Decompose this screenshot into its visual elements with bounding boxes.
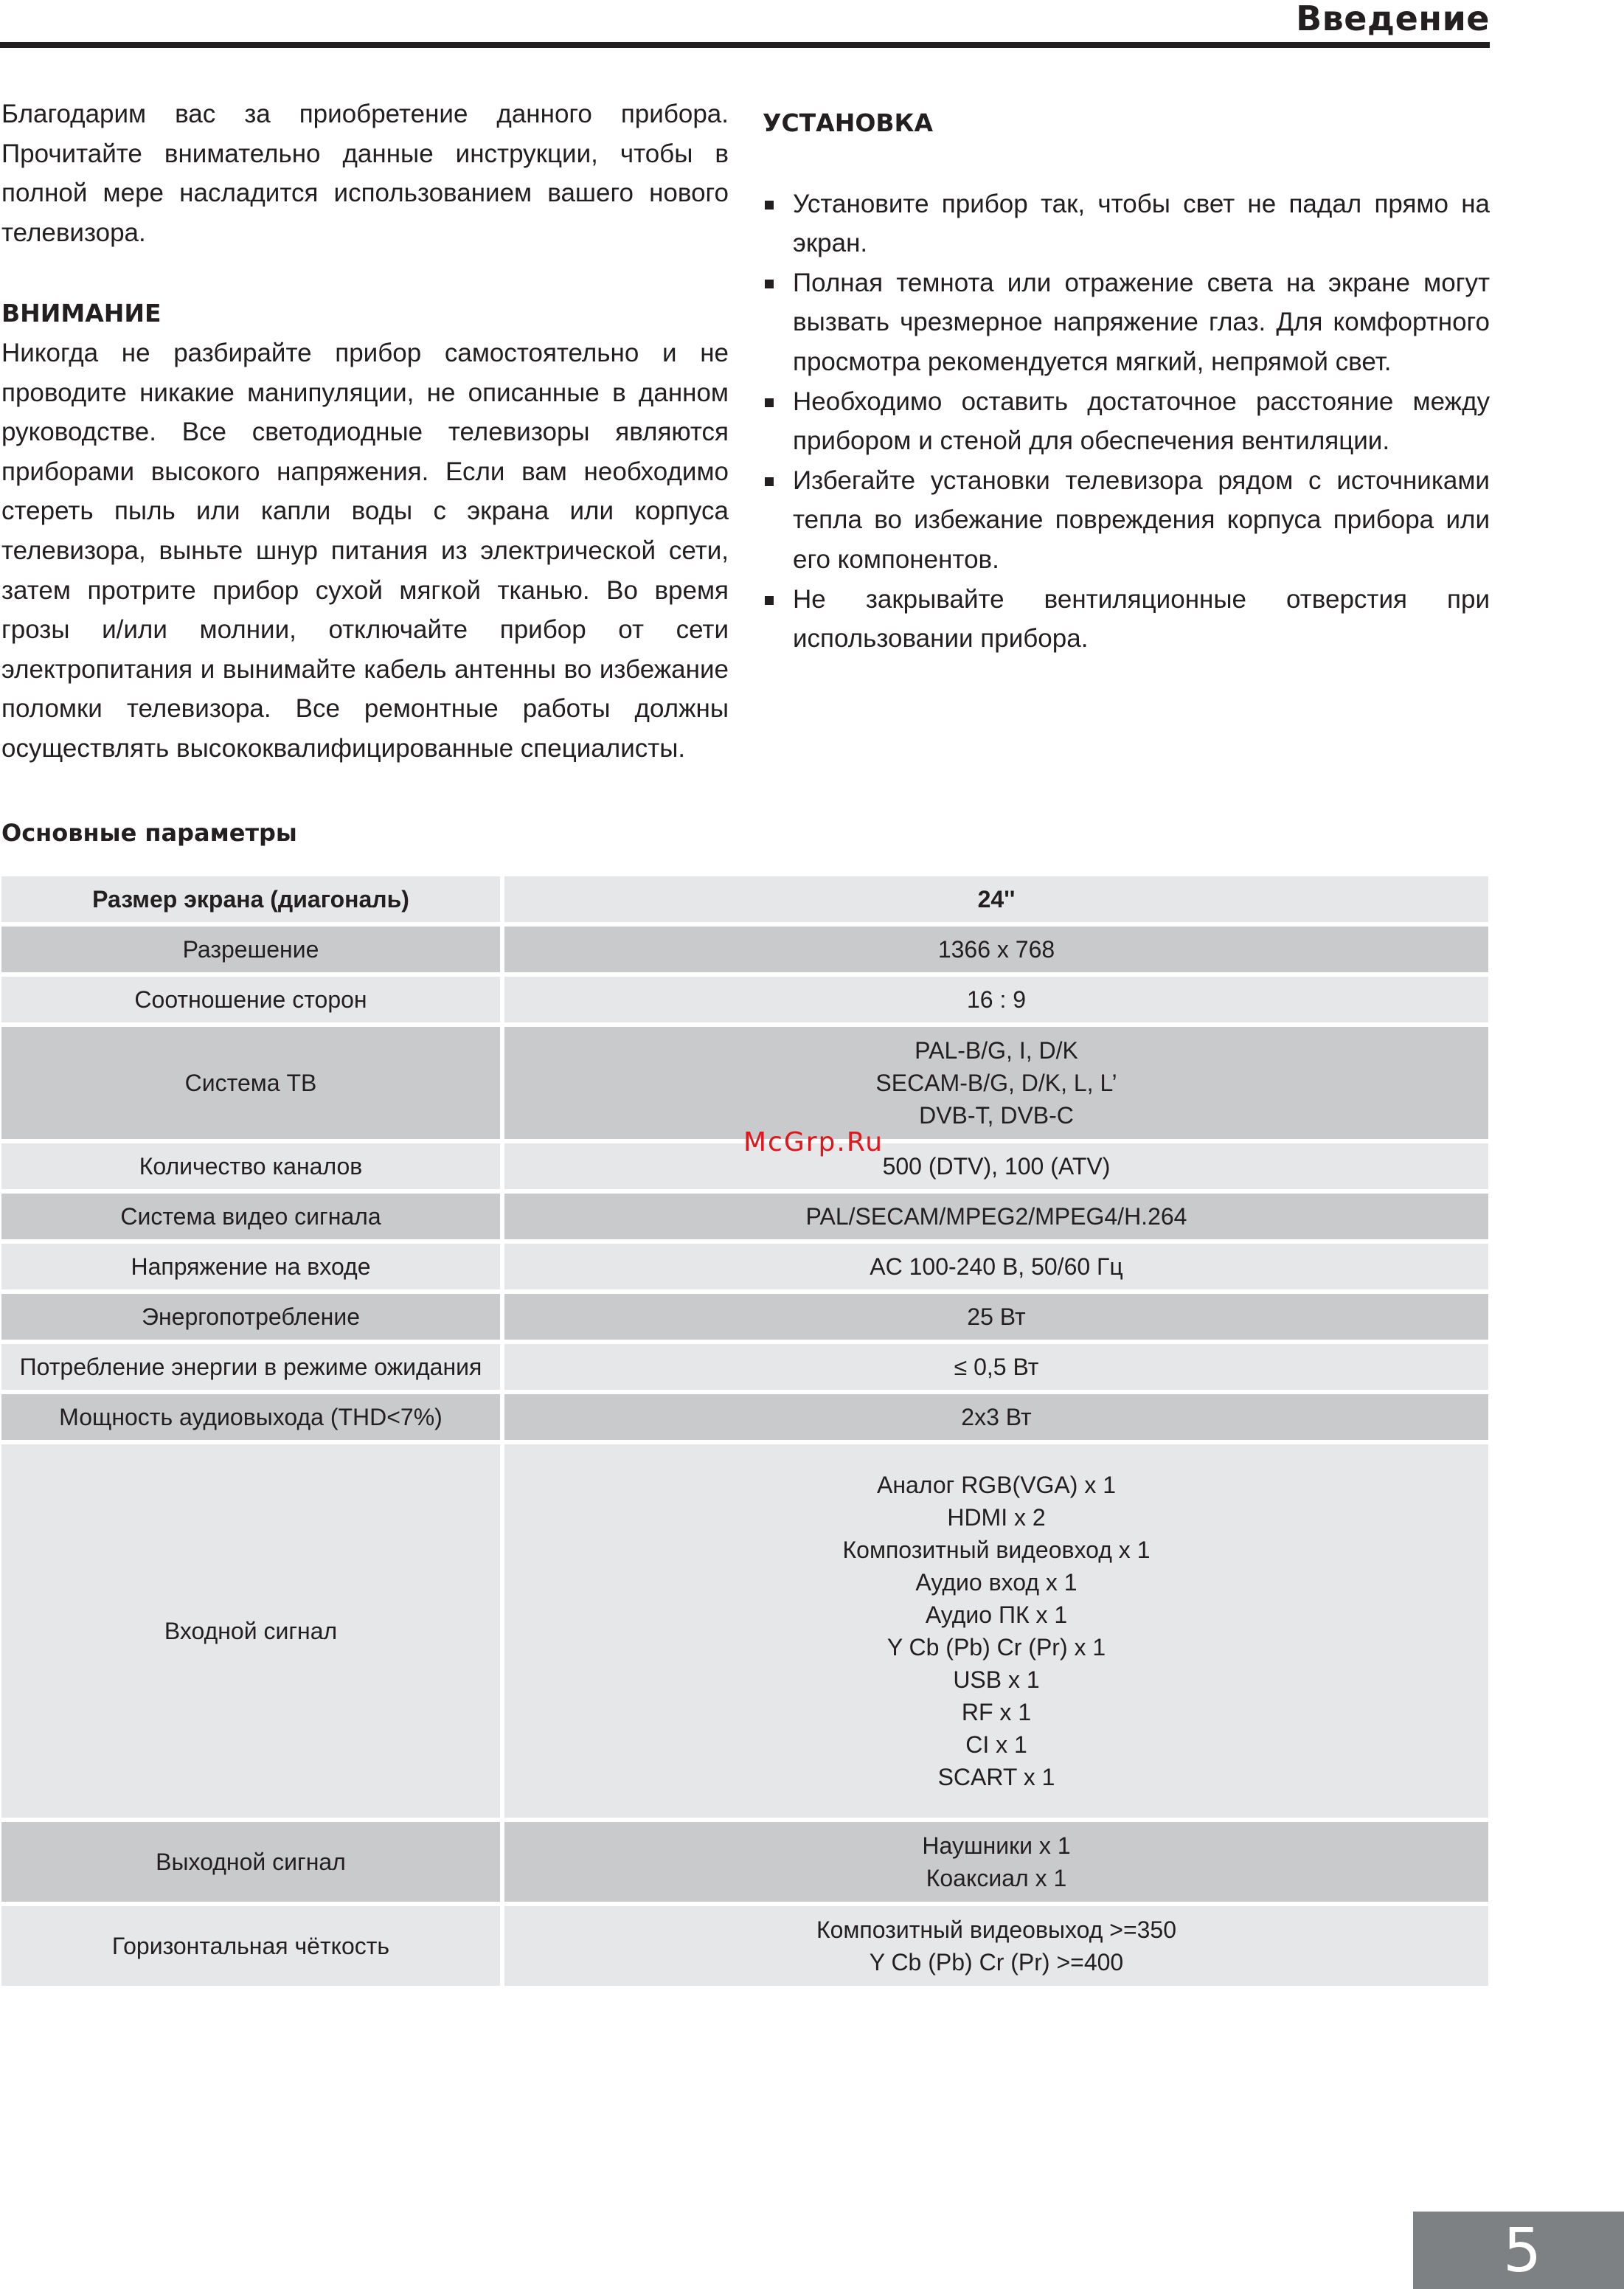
- left-column: [1, 94, 729, 769]
- param-value: [504, 1143, 1488, 1189]
- table-row: [1, 1394, 1488, 1440]
- param-label: Система ТВ: [1, 1027, 504, 1139]
- installation-heading: УСТАНОВКА: [763, 108, 934, 137]
- list-item: Установите прибор так, чтобы свет не падал прямо на экран.: [763, 184, 1490, 263]
- param-label: Выходной сигнал: [1, 1822, 504, 1902]
- param-label: Энергопотребление: [1, 1294, 504, 1340]
- bullet-square-icon: [765, 280, 774, 288]
- list-item: Полная темнота или отражение света на экране могут вызвать чрезмерное напряжение глаз. Для комфортного просмотра рекомендуется мягкий, непрямой свет.: [763, 263, 1490, 382]
- param-value-line: Коаксиал x 1: [926, 1865, 1067, 1891]
- bullet-square-icon: [765, 201, 774, 209]
- params-heading: Основные параметры: [1, 819, 297, 847]
- param-value: [504, 1244, 1488, 1289]
- bullet-square-icon: [765, 596, 774, 605]
- param-value-line: 1366 x 768: [937, 936, 1055, 963]
- param-value-line: 500 (DTV), 100 (ATV): [882, 1153, 1111, 1180]
- list-item: Необходимо оставить достаточное расстояние между прибором и стеной для обеспечения вентиляции.: [763, 382, 1490, 461]
- right-column: [763, 103, 1490, 659]
- header-rule: [0, 42, 1490, 48]
- param-value-line: AC 100-240 В, 50/60 Гц: [870, 1253, 1123, 1280]
- param-value: [504, 977, 1488, 1022]
- table-row: [1, 927, 1488, 972]
- param-value-line: 24'': [977, 886, 1016, 913]
- table-row: [1, 1244, 1488, 1289]
- intro-text: Благодарим вас за приобретение данного прибора. Прочитайте внимательно данные инструкции, чтобы в полной мере насладится использованием вашего нового телевизора.: [1, 100, 729, 247]
- param-value-line: Композитный видеовход x 1: [842, 1537, 1151, 1563]
- table-row: [1, 1344, 1488, 1390]
- installation-list: [763, 184, 1490, 659]
- watermark: McGrp.Ru: [743, 1127, 884, 1157]
- param-value-line: Аудио ПК x 1: [925, 1601, 1068, 1628]
- param-value: [504, 1344, 1488, 1390]
- warning-text: Никогда не разбирайте прибор самостоятельно и не проводите никакие манипуляции, не описанные в данном руководстве. Все светодиодные телевизоры являются приборами высокого напряжения. Если вам необходимо стереть пыль или капли воды с экрана или корпуса телевизора, выньте шнур питания из электрической сети, затем протрите прибор сухой мягкой тканью. Во время грозы и/или молнии, отключайте прибор от сети электропитания и вынимайте кабель антенны во избежание поломки телевизора. Все ремонтные работы должны осуществлять высококвалифицированные специалисты.: [1, 338, 729, 763]
- param-value: [504, 1444, 1488, 1818]
- param-value-line: 25 Вт: [967, 1303, 1026, 1330]
- param-label: Напряжение на входе: [1, 1244, 504, 1289]
- param-value: [504, 876, 1488, 922]
- page-section-title: Введение: [1296, 0, 1490, 38]
- param-label: Горизонтальная чёткость: [1, 1906, 504, 1986]
- table-row: [1, 1444, 1488, 1818]
- bullet-square-icon: [765, 477, 774, 486]
- param-value-line: HDMI x 2: [947, 1504, 1046, 1531]
- table-row: [1, 1906, 1488, 1986]
- param-value-line: ≤ 0,5 Вт: [954, 1354, 1039, 1380]
- table-row: [1, 1822, 1488, 1902]
- param-label: Система видео сигнала: [1, 1194, 504, 1239]
- param-label: Количество каналов: [1, 1143, 504, 1189]
- warning-heading: ВНИМАНИЕ: [1, 299, 162, 328]
- param-value-line: Y Cb (Pb) Cr (Pr) >=400: [869, 1949, 1124, 1975]
- param-value: [504, 1822, 1488, 1902]
- param-label: Мощность аудиовыхода (THD<7%): [1, 1394, 504, 1440]
- table-row: [1, 977, 1488, 1022]
- param-value: [504, 927, 1488, 972]
- table-row: [1, 1194, 1488, 1239]
- param-value-line: Аудио вход x 1: [915, 1569, 1078, 1596]
- table-row: [1, 1294, 1488, 1340]
- param-value: [504, 1394, 1488, 1440]
- param-value: [504, 1906, 1488, 1986]
- param-label: Размер экрана (диагональ): [1, 876, 504, 922]
- bullet-square-icon: [765, 398, 774, 407]
- list-item: Не закрывайте вентиляционные отверстия при использовании прибора.: [763, 580, 1490, 659]
- param-value-line: SCART x 1: [937, 1764, 1055, 1790]
- param-value-line: 16 : 9: [966, 986, 1027, 1013]
- param-value-line: PAL-B/G, I, D/K: [915, 1037, 1078, 1064]
- specs-table: [1, 872, 1488, 1990]
- page-number-box: [1413, 2212, 1624, 2289]
- param-value-line: USB x 1: [953, 1666, 1040, 1693]
- param-value: [504, 1194, 1488, 1239]
- param-label: Разрешение: [1, 927, 504, 972]
- param-value-line: Композитный видеовыход >=350: [816, 1916, 1177, 1943]
- param-label: Соотношение сторон: [1, 977, 504, 1022]
- param-value-line: CI x 1: [965, 1731, 1027, 1758]
- param-label: Потребление энергии в режиме ожидания: [1, 1344, 504, 1390]
- param-value-line: PAL/SECAM/MPEG2/MPEG4/H.264: [805, 1203, 1187, 1230]
- param-value-line: 2x3 Вт: [961, 1404, 1032, 1430]
- list-item: Избегайте установки телевизора рядом с источниками тепла во избежание повреждения корпуса прибора или его компонентов.: [763, 461, 1490, 580]
- param-value-line: RF x 1: [961, 1699, 1032, 1725]
- param-value-line: SECAM-B/G, D/K, L, L’: [875, 1070, 1117, 1096]
- param-value-line: Аналог RGB(VGA) x 1: [876, 1472, 1116, 1498]
- param-value-line: Наушники x 1: [922, 1832, 1071, 1859]
- table-row: [1, 876, 1488, 922]
- page-number: 5: [1503, 2216, 1542, 2286]
- table-row: [1, 1027, 1488, 1139]
- param-label: Входной сигнал: [1, 1444, 504, 1818]
- param-value: [504, 1027, 1488, 1139]
- param-value-line: Y Cb (Pb) Cr (Pr) x 1: [886, 1634, 1106, 1661]
- param-value-line: DVB-T, DVB-C: [919, 1102, 1074, 1129]
- param-value: [504, 1294, 1488, 1340]
